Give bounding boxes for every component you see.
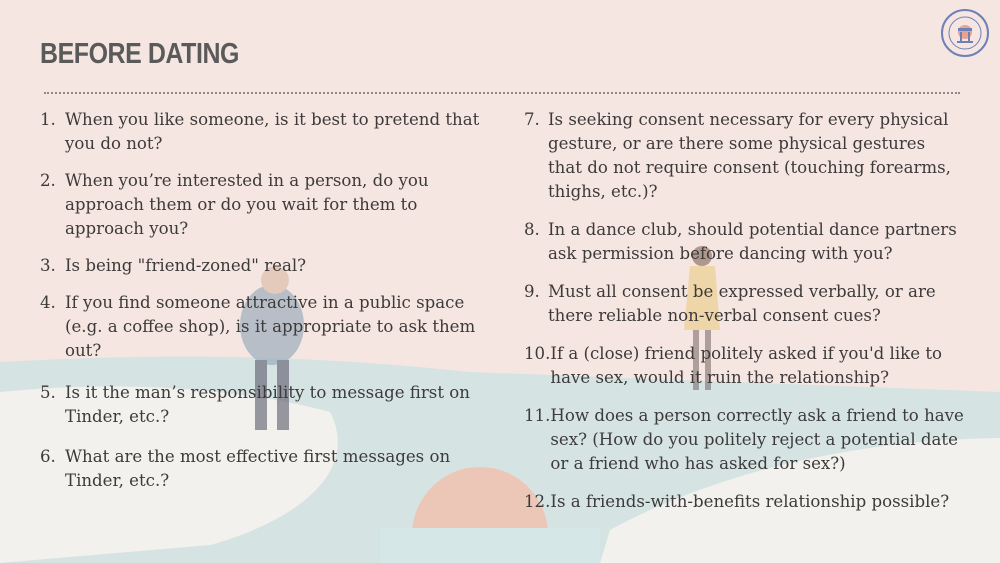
questions-left-list xyxy=(40,108,480,493)
question-item xyxy=(524,404,964,476)
question-item xyxy=(40,169,480,241)
questions-right-list xyxy=(524,108,964,514)
question-text: When you’re interested in a person, do you approach them or do you wait for them to approach you? xyxy=(65,171,429,238)
question-text: What are the most effective first messages on Tinder, etc.? xyxy=(65,447,451,490)
question-text: If a (close) friend politely asked if you'd like to have sex, would it ruin the relationship? xyxy=(550,344,942,387)
question-number: 11. xyxy=(524,406,551,425)
question-text: Is being "friend-zoned" real? xyxy=(65,256,307,275)
question-item xyxy=(524,280,964,328)
question-text: When you like someone, is it best to pretend that you do not? xyxy=(65,110,480,153)
question-number: 5. xyxy=(40,383,56,402)
question-text: In a dance club, should potential dance partners ask permission before dancing with you? xyxy=(548,220,957,263)
question-number: 6. xyxy=(40,447,56,466)
question-item xyxy=(524,108,964,204)
question-number: 7. xyxy=(524,110,540,129)
question-text: Must all consent be expressed verbally, or are there reliable non-verbal consent cues? xyxy=(548,282,936,325)
question-item xyxy=(524,342,964,390)
question-text: Is it the man’s responsibility to message first on Tinder, etc.? xyxy=(65,383,470,426)
question-item xyxy=(524,490,964,514)
question-number: 4. xyxy=(40,293,56,312)
question-number: 10. xyxy=(524,344,551,363)
question-item xyxy=(40,381,480,429)
question-number: 12. xyxy=(524,492,551,511)
question-text: Is seeking consent necessary for every physical gesture, or are there some physical gestures that do not require consent (touching forearms, thighs, etc.)? xyxy=(548,110,951,201)
question-number: 2. xyxy=(40,171,56,190)
question-item xyxy=(40,254,480,278)
question-item xyxy=(524,218,964,266)
question-item xyxy=(40,108,480,156)
question-text: If you find someone attractive in a public space (e.g. a coffee shop), is it appropriate to ask them out? xyxy=(65,293,476,360)
dotted-divider xyxy=(44,92,960,94)
question-text: Is a friends-with-benefits relationship possible? xyxy=(550,492,950,511)
question-number: 8. xyxy=(524,220,540,239)
question-item xyxy=(40,445,480,493)
university-seal-icon xyxy=(940,8,990,58)
question-item xyxy=(40,291,480,363)
page-title: BEFORE DATING xyxy=(40,38,240,70)
question-number: 1. xyxy=(40,110,56,129)
question-number: 3. xyxy=(40,256,56,275)
question-text: How does a person correctly ask a friend to have sex? (How do you politely reject a potential date or a friend who has asked for sex?) xyxy=(550,406,964,473)
question-number: 9. xyxy=(524,282,540,301)
